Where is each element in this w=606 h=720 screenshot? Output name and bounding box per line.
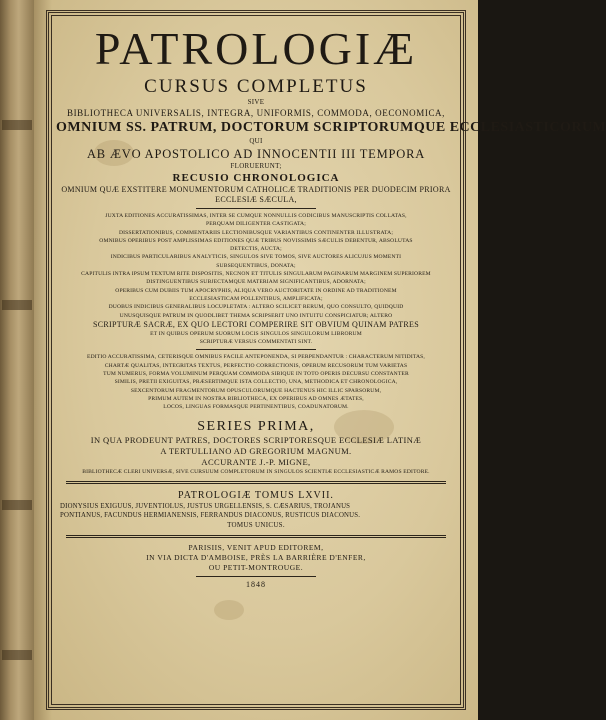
description-line: INDICIBUS PARTICULARIBUS ANALYTICIS, SINGULOS SIVE TOMOS, SIVE AUCTORES ALICUJUS MOMENTI — [110, 254, 402, 261]
description-line: DISSERTATIONIBUS, COMMENTARIIS LECTIONIBUSQUE VARIANTIBUS CONTINENTER ILLUSTRATA; — [118, 229, 394, 236]
ecclesiae-line: ECCLESIÆ SÆCULA, — [215, 195, 297, 204]
title-page — [34, 0, 606, 720]
description-line: DETECTIS, AUCTA; — [230, 246, 282, 253]
imprint-line: OU PETIT-MONTROUGE. — [208, 562, 304, 572]
qui-text: QUI — [249, 137, 263, 145]
book-spine — [0, 0, 34, 720]
sive-text: SIVE — [247, 98, 265, 106]
description-line: SEXCENTORUM FRAGMENTORUM OPUSCULORUMQUE HACTENUS HIC ILLIC SPARSORUM, — [130, 387, 382, 394]
volume-number: PATROLOGIÆ TOMUS LXVII. — [178, 489, 334, 501]
double-divider — [66, 535, 446, 538]
authors-line: DIONYSIUS EXIGUUS, JUVENTIOLUS, JUSTUS URGELLENSIS, S. CÆSARIUS, TROJANUS — [60, 502, 351, 510]
recusio-line: RECUSIO CHRONOLOGICA — [172, 172, 340, 184]
description-line: EDITIO ACCURATISSIMA, CETERISQUE OMNIBUS FACILE ANTEPONENDA, SI PERPENDANTUR : CHARACTERUM NITIDITAS, — [87, 354, 425, 361]
description-line: PERQUAM DILIGENTER CASTIGATA; — [206, 221, 306, 228]
imprint-line: PARISIIS, VENIT APUD EDITOREM, — [188, 542, 324, 552]
series-description: IN QUA PRODEUNT PATRES, DOCTORES SCRIPTORESQUE ECCLESIÆ LATINÆ — [90, 434, 422, 445]
description-line: SIMILIS, PRETII EXIGUITAS, PRÆSERTIMQUE ISTA COLLECTIO, UNA, METHODICA ET CHRONOLOGICA, — [114, 379, 398, 386]
description-block-2 — [56, 353, 456, 411]
unusquisque-line: UNUSQUISQUE PATRUM IN QUODLIBET THEMA SCRIPSERIT UNO INTUITU CONSPICIATUR; ALTERO — [119, 312, 393, 319]
editor-description: BIBLIOTHECÆ CLERI UNIVERSÆ, SIVE CURSUUM COMPLETORUM IN SINGULOS SCIENTIÆ ECCLESIASTICÆ RAMOS EDITORE. — [82, 468, 430, 475]
description-line: LOCOS, LINGUAS FORMASQUE PERTINENTIBUS, COADUNATORUM. — [163, 404, 349, 411]
subtitle: CURSUS COMPLETUS — [144, 76, 368, 97]
scripturae-line: SCRIPTURÆ SACRÆ, EX QUO LECTORI COMPERIRE SIT OBVIUM QUINAM PATRES — [93, 319, 419, 329]
duobus-line: DUOBUS INDICIBUS GENERALIBUS LOCUPLETATA : ALTERO SCILICET RERUM, QUO CONSULTO, QUIDQUID — [108, 304, 404, 311]
divider — [196, 576, 316, 577]
divider — [196, 349, 316, 350]
description-line: TUM NUMERUS, FORMA VOLUMINUM PERQUAM COMMODA SIBIQUE IN TOTO OPERIS DECURSU CONSTANTER — [103, 371, 409, 378]
floruerunt-text: FLORUERUNT; — [230, 162, 282, 170]
divider — [196, 208, 316, 209]
main-title: PATROLOGIÆ — [94, 23, 418, 74]
et-in-line: ET IN QUIBUS OPERUM SUORUM LOCIS SINGULOS SINGULORUM LIBRORUM — [150, 330, 362, 337]
aevo-line: AB ÆVO APOSTOLICO AD INNOCENTII III TEMPORA — [86, 147, 426, 161]
double-divider — [66, 481, 446, 484]
description-line: OMNIBUS OPERIBUS POST AMPLISSIMAS EDITIONES QUÆ TRIBUS NOVISSIMIS SÆCULIS DEBENTUR, ABSOLUTAS — [99, 237, 413, 244]
description-line: ECCLESIASTICAM POLLENTIBUS, AMPLIFICATA; — [189, 295, 323, 302]
omnium-line: OMNIUM SS. PATRUM, DOCTORUM SCRIPTORUMQUE ECCLESIASTICORUM — [56, 120, 606, 135]
description-line: CAPITULIS INTRA IPSUM TEXTUM RITE DISPOSITIS, NECNON ET TITULIS SINGULARUM PAGINARUM MARGINEM SUPERIOREM — [81, 271, 431, 278]
description-line: DISTINGUENTIBUS SUBJECTAMQUE MATERIAM SIGNIFICANTIBUS, ADORNATA; — [146, 279, 366, 286]
title-page-text — [56, 22, 606, 702]
editor-line: ACCURANTE J.-P. MIGNE, — [201, 456, 311, 467]
description-line: OPERIBUS CUM DUBIIS TUM APOCRYPHIS, ALIQUA VERO AUCTORITATE IN ORDINE AD TRADITIONEM — [115, 287, 397, 294]
description-block-1 — [56, 212, 456, 303]
scripturae-versus-line: SCRIPTURÆ VERSUS COMMENTATI SINT. — [199, 339, 313, 346]
description-line: SUBSEQUENTIBUS, DONATA; — [216, 262, 296, 269]
imprint-line: IN VIA DICTA D'AMBOISE, PRÈS LA BARRIÈRE D'ENFER, — [146, 552, 366, 562]
omnium-quae-line: OMNIUM QUÆ EXSTITERE MONUMENTORUM CATHOLICÆ TRADITIONIS PER DUODECIM PRIORA — [61, 185, 451, 194]
description-line: PRIMUM AUTEM IN NOSTRA BIBLIOTHECA, EX OPERIBUS AD OMNES ÆTATES, — [148, 395, 364, 402]
authors-line: PONTIANUS, FACUNDUS HERMIANENSIS, FERRANDUS DIACONUS, RUSTICUS DIACONUS. — [60, 512, 361, 520]
description-line: CHARTÆ QUALITAS, INTEGRITAS TEXTUS, PERFECTIO CORRECTIONIS, OPERUM RECUSORUM TUM VARIETAS — [104, 362, 408, 369]
description-line: JUXTA EDITIONES ACCURATISSIMAS, INTER SE CUMQUE NONNULLIS CODICIBUS MANUSCRIPTIS COLLATAS, — [105, 213, 407, 219]
series-description: A TERTULLIANO AD GREGORIUM MAGNUM. — [160, 445, 352, 456]
publication-year: 1848 — [246, 579, 266, 589]
tomus-unicus: TOMUS UNICUS. — [227, 520, 285, 529]
series-title: SERIES PRIMA, — [197, 418, 315, 434]
bibliotheca-line: BIBLIOTHECA UNIVERSALIS, INTEGRA, UNIFORMIS, COMMODA, OECONOMICA, — [66, 108, 445, 118]
